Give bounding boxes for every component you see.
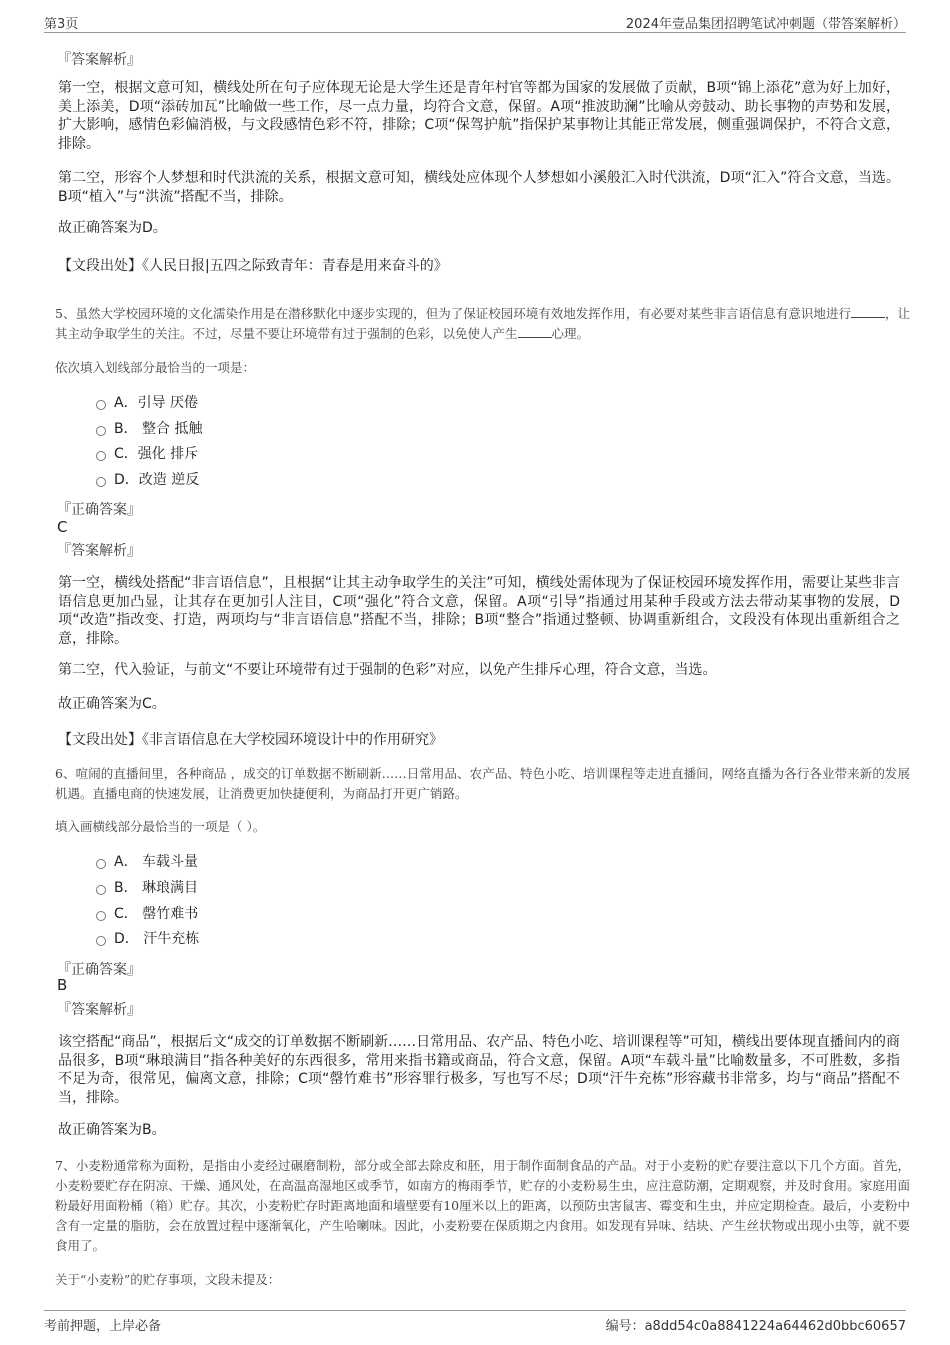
q6-prompt: 填入画横线部分最恰当的一项是（ ）。	[55, 819, 266, 834]
radio-button[interactable]	[96, 451, 106, 461]
radio-button[interactable]	[96, 885, 106, 895]
radio-button[interactable]	[96, 936, 106, 946]
page-number: 第3页	[44, 17, 79, 32]
q7-stem: 7、小麦粉通常称为面粉，是指由小麦经过碾磨制粉，部分或全部去除皮和胚，用于制作面制食品的产品。对于小麦粉的贮存要注意以下几个方面。首先，小麦粉要贮存在阴凉、干燥、通风处，在高温高湿地区或季节，如南方的梅雨季节，贮存的小麦粉易生虫，应注意防潮，定期观察，并及时食用。家庭用面粉最好用面粉桶（箱）贮存。其次，小麦粉贮存时距离地面和墙壁要有10厘米以上的距离，以预防虫害鼠害、霉变和生虫，并应定期检查。最后，小麦粉中含有一定量的脂肪，会在放置过程中逐渐氧化，产生哈喇味。因此，小麦粉要在保质期之内食用。如发现有异味、结块、产生丝状物或出现小虫等，就不要食用了。	[55, 1158, 910, 1253]
q6-correct-answer: B	[57, 976, 68, 994]
radio-button[interactable]	[96, 477, 106, 487]
answer-analysis-label: 『答案解析』	[57, 1002, 141, 1018]
q6-analysis-para-1: 该空搭配“商品”，根据后文“成交的订单数据不断刷新……日常用品、农产品、特色小吃、培训课程等”可知，横线出要体现直播间内的商品很多，B项“琳琅满目”指各种美好的东西很多，常用来指书籍或商品，符合文意，保留。A项“车载斗量”比喻数量多，不可胜数，多指不足为奇，很常见，偏离文意，排除；C项“罄竹难书”形容罪行极多，写也写不尽；D项“汗牛充栋”形容藏书非常多，均与“商品”搭配不当，排除。	[58, 1034, 900, 1106]
q5-correct-answer: C	[57, 518, 68, 536]
q5-source: 【文段出处】《非言语信息在大学校园环境设计中的作用研究》	[58, 732, 443, 748]
q5-stem: 5、虽然大学校园环境的文化濡染作用是在潜移默化中逐步实现的，但为了保证校园环境有效地发挥作用，有必要对某些非言语信息有意识地进行 ，让其主动争取学生的关注。不过，尽量不要让环境带有过于强制的色彩，以免使人产生 心理。	[55, 306, 910, 341]
q5-option-d[interactable]: D．改造 逆反	[96, 470, 199, 490]
q6-option-a[interactable]: A． 车载斗量	[96, 852, 198, 872]
radio-button[interactable]	[96, 911, 106, 921]
q4-analysis-para-2: 第二空，形容个人梦想和时代洪流的关系，根据文意可知，横线处应体现个人梦想如小溪般汇入时代洪流，D项“汇入”符合文意，当选。B项“植入”与“洪流”搭配不当，排除。	[58, 170, 900, 205]
q4-analysis-para-1: 第一空，根据文意可知，横线处所在句子应体现无论是大学生还是青年村官等都为国家的发展做了贡献，B项“锦上添花”意为好上加好，美上添美，D项“添砖加瓦”比喻做一些工作，尽一点力量，均符合文意，保留。A项“推波助澜”比喻从旁鼓动、助长事物的声势和发展，扩大影响，感情色彩偏消极，与文段感情色彩不符，排除；C项“保驾护航”指保护某事物让其能正常发展，侧重强调保护，不符合文意，排除。	[58, 80, 900, 152]
q6-conclusion: 故正确答案为B。	[58, 1122, 166, 1138]
radio-button[interactable]	[96, 859, 106, 869]
blank-1	[851, 305, 885, 318]
q6-option-c[interactable]: C． 罄竹难书	[96, 904, 198, 924]
q7-prompt: 关于“小麦粉”的贮存事项，文段未提及：	[55, 1272, 281, 1287]
q5-option-c[interactable]: C．强化 排斥	[96, 444, 198, 464]
answer-analysis-label: 『答案解析』	[57, 52, 141, 68]
q5-analysis-para-2: 第二空，代入验证，与前文“不要让环境带有过于强制的色彩”对应，以免产生排斥心理，符合文意，当选。	[58, 662, 717, 678]
page-footer	[44, 1310, 906, 1335]
q5-option-b[interactable]: B． 整合 抵触	[96, 419, 203, 439]
footer-slogan: 考前押题，上岸必备	[44, 1319, 162, 1334]
q5-option-a[interactable]: A．引导 厌倦	[96, 393, 198, 413]
q5-analysis-para-1: 第一空，横线处搭配“非言语信息”，且根据“让其主动争取学生的关注”可知，横线处需体现为了保证校园环境发挥作用，需要让某些非言语信息更加凸显，让其存在更加引人注目，C项“强化”符合文意，保留。A项“引导”指通过用某种手段或方法去带动某事物的发展，D项“改造”指改变、打造，两项均与“非言语信息”搭配不当，排除；B项“整合”指通过整顿、协调重新组合，文段没有体现出重新组合之意，排除。	[58, 575, 900, 647]
q6-stem: 6、喧闹的直播间里，各种商品 ，成交的订单数据不断刷新……日常用品、农产品、特色小吃、培训课程等走进直播间，网络直播为各行各业带来新的发展机遇。直播电商的快速发展，让消费更加快捷便利，为商品打开更广销路。	[55, 766, 910, 801]
q5-prompt: 依次填入划线部分最恰当的一项是：	[55, 360, 256, 375]
page-header	[44, 10, 906, 33]
radio-button[interactable]	[96, 426, 106, 436]
q6-option-b[interactable]: B． 琳琅满目	[96, 878, 198, 898]
q4-conclusion: 故正确答案为D。	[58, 220, 167, 236]
q6-option-d[interactable]: D． 汗牛充栋	[96, 929, 199, 949]
document-title: 2024年壹品集团招聘笔试冲刺题（带答案解析）	[625, 17, 906, 32]
q5-conclusion: 故正确答案为C。	[58, 696, 166, 712]
document-code: 编号：a8dd54c0a8841224a64462d0bbc60657	[605, 1319, 906, 1334]
correct-answer-label: 『正确答案』	[57, 502, 141, 518]
radio-button[interactable]	[96, 400, 106, 410]
correct-answer-label: 『正确答案』	[57, 962, 141, 978]
q4-source: 【文段出处】《人民日报|五四之际致青年：青春是用来奋斗的》	[58, 258, 448, 274]
answer-analysis-label: 『答案解析』	[57, 543, 141, 559]
blank-2	[518, 325, 552, 338]
